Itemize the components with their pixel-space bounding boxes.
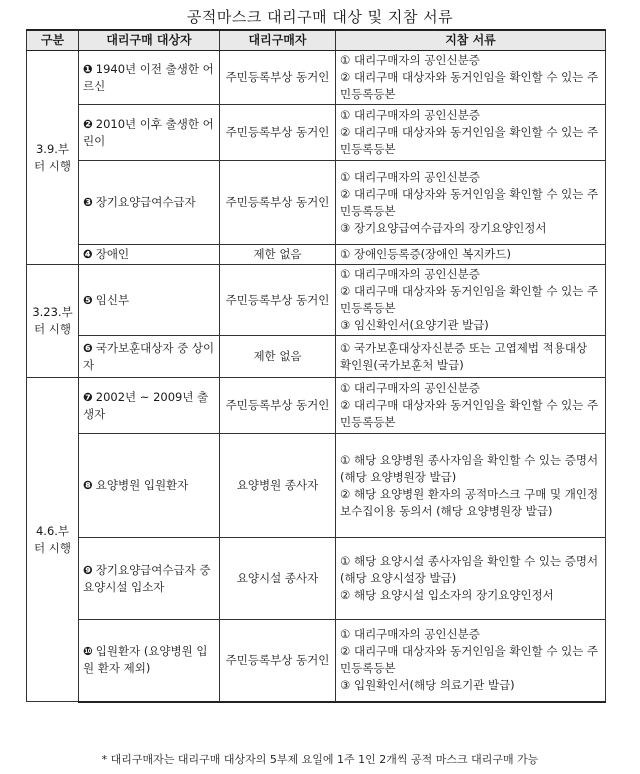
documents-cell bbox=[336, 538, 606, 620]
document-item: ③ 임신확인서(요양기관 발급) bbox=[340, 318, 489, 332]
target-cell bbox=[79, 265, 220, 336]
buyer-cell: 주민등록부상 동거인 bbox=[220, 51, 336, 105]
documents-cell bbox=[336, 378, 606, 434]
row-number-icon: ❶ bbox=[83, 61, 93, 76]
documents-cell bbox=[336, 265, 606, 336]
target-label: 입원환자 (요양병원 입원 환자 제외) bbox=[83, 644, 208, 676]
table-row bbox=[27, 105, 606, 161]
document-item: ② 대리구매 대상자와 동거인임을 확인할 수 있는 주민등록등본 bbox=[340, 125, 599, 156]
row-number-icon: ❻ bbox=[83, 340, 93, 355]
document-item: ① 대리구매자의 공인신분증 bbox=[340, 169, 480, 184]
header-target: 대리구매 대상자 bbox=[79, 30, 220, 51]
document-item: ① 대리구매자의 공인신분증 bbox=[340, 381, 480, 395]
table-row bbox=[27, 434, 606, 538]
buyer-cell: 제한 없음 bbox=[220, 336, 336, 378]
table-row bbox=[27, 51, 606, 105]
target-cell bbox=[79, 378, 220, 434]
buyer-cell: 주민등록부상 동거인 bbox=[220, 378, 336, 434]
buyer-cell: 제한 없음 bbox=[220, 245, 336, 265]
document-item: ② 대리구매 대상자와 동거인임을 확인할 수 있는 주민등록등본 bbox=[340, 70, 599, 101]
target-label: 국가보훈대상자 중 상이자 bbox=[83, 340, 215, 372]
document-item: ③ 입원확인서(해당 의료기관 발급) bbox=[340, 678, 515, 693]
document-item: ① 대리구매자의 공인신분증 bbox=[340, 627, 480, 642]
target-label: 장기요양급여수급자 bbox=[95, 195, 196, 209]
document-item: ② 해당 요양시설 입소자의 장기요양인정서 bbox=[340, 588, 554, 602]
target-label: 임신부 bbox=[95, 292, 130, 307]
table-row bbox=[27, 378, 606, 434]
header-buyer: 대리구매자 bbox=[220, 30, 336, 51]
buyer-cell: 주민등록부상 동거인 bbox=[220, 620, 336, 702]
row-number-icon: ❸ bbox=[83, 195, 93, 209]
document-item: ① 대리구매자의 공인신분증 bbox=[340, 108, 480, 122]
target-label: 장기요양급여수급자 중 요양시설 입소자 bbox=[83, 562, 211, 594]
row-number-icon: ❾ bbox=[83, 562, 93, 577]
document-item: ① 대리구매자의 공인신분증 bbox=[340, 267, 480, 281]
documents-cell bbox=[336, 105, 606, 161]
period-cell: 3.23.부터 시행 bbox=[27, 265, 79, 378]
target-cell bbox=[79, 434, 220, 538]
row-number-icon: ❹ bbox=[83, 247, 93, 261]
footnote: * 대리구매자는 대리구매 대상자의 5부제 요일에 1주 1인 2개씩 공적 마스크 대리구매 가능 bbox=[101, 753, 539, 766]
row-number-icon: ❽ bbox=[83, 478, 93, 492]
document-item: ② 대리구매 대상자와 동거인임을 확인할 수 있는 주민등록등본 bbox=[340, 644, 599, 676]
document-item: ① 장애인등록증(장애인 복지카드) bbox=[340, 247, 512, 261]
period-cell: 3.9.부터 시행 bbox=[27, 51, 79, 265]
target-cell bbox=[79, 105, 220, 161]
target-cell bbox=[79, 161, 220, 245]
row-number-icon: ❺ bbox=[83, 292, 93, 307]
buyer-cell: 요양병원 종사자 bbox=[220, 434, 336, 538]
documents-cell bbox=[336, 245, 606, 265]
document-item: ① 대리구매자의 공인신분증 bbox=[340, 53, 480, 67]
table-row bbox=[27, 620, 606, 702]
target-cell bbox=[79, 538, 220, 620]
target-label: 1940년 이전 출생한 어르신 bbox=[83, 61, 214, 93]
target-cell bbox=[79, 245, 220, 265]
documents-cell bbox=[336, 51, 606, 105]
period-cell: 4.6.부터 시행 bbox=[27, 378, 79, 702]
document-item: ② 대리구매 대상자와 동거인임을 확인할 수 있는 주민등록등본 bbox=[340, 186, 599, 218]
table-header-row bbox=[27, 30, 606, 51]
document-item: ① 해당 요양병원 종사자임을 확인할 수 있는 증명서(해당 요양병원장 발급) bbox=[340, 452, 599, 484]
target-label: 2010년 이후 출생한 어린이 bbox=[83, 116, 214, 148]
header-documents: 지참 서류 bbox=[336, 30, 606, 51]
document-item: ③ 장기요양급여수급자의 장기요양인정서 bbox=[340, 220, 547, 235]
target-cell bbox=[79, 51, 220, 105]
buyer-cell: 주민등록부상 동거인 bbox=[220, 161, 336, 245]
document-item: ② 해당 요양병원 환자의 공적마스크 구매 및 개인정보수집이용 동의서 (해당 요양병원장 발급) bbox=[340, 486, 599, 518]
document-item: ② 대리구매 대상자와 동거인임을 확인할 수 있는 주민등록등본 bbox=[340, 284, 599, 315]
row-number-icon: ❼ bbox=[83, 389, 93, 404]
document-item: ② 대리구매 대상자와 동거인임을 확인할 수 있는 주민등록등본 bbox=[340, 398, 599, 429]
buyer-cell: 요양시설 종사자 bbox=[220, 538, 336, 620]
document-item: ① 국가보훈대상자신분증 또는 고엽제법 적용대상 확인원(국가보훈처 발급) bbox=[340, 340, 588, 372]
target-cell bbox=[79, 336, 220, 378]
target-label: 장애인 bbox=[95, 247, 130, 261]
header-category: 구분 bbox=[27, 30, 79, 51]
page-title: 공적마스크 대리구매 대상 및 지참 서류 bbox=[186, 8, 454, 26]
documents-cell bbox=[336, 434, 606, 538]
target-label: 2002년 ~ 2009년 출생자 bbox=[83, 389, 209, 421]
table-row bbox=[27, 265, 606, 336]
table-row bbox=[27, 161, 606, 245]
target-cell bbox=[79, 620, 220, 702]
documents-cell bbox=[336, 620, 606, 702]
row-number-icon: ❿ bbox=[83, 644, 93, 659]
proxy-purchase-table bbox=[26, 29, 606, 703]
documents-cell bbox=[336, 161, 606, 245]
row-number-icon: ❷ bbox=[83, 116, 93, 131]
table-row bbox=[27, 538, 606, 620]
buyer-cell: 주민등록부상 동거인 bbox=[220, 105, 336, 161]
target-label: 요양병원 입원환자 bbox=[95, 478, 189, 492]
documents-cell bbox=[336, 336, 606, 378]
table-row bbox=[27, 336, 606, 378]
table-row bbox=[27, 245, 606, 265]
buyer-cell: 주민등록부상 동거인 bbox=[220, 265, 336, 336]
document-item: ① 해당 요양시설 종사자임을 확인할 수 있는 증명서(해당 요양시설장 발급) bbox=[340, 554, 599, 585]
